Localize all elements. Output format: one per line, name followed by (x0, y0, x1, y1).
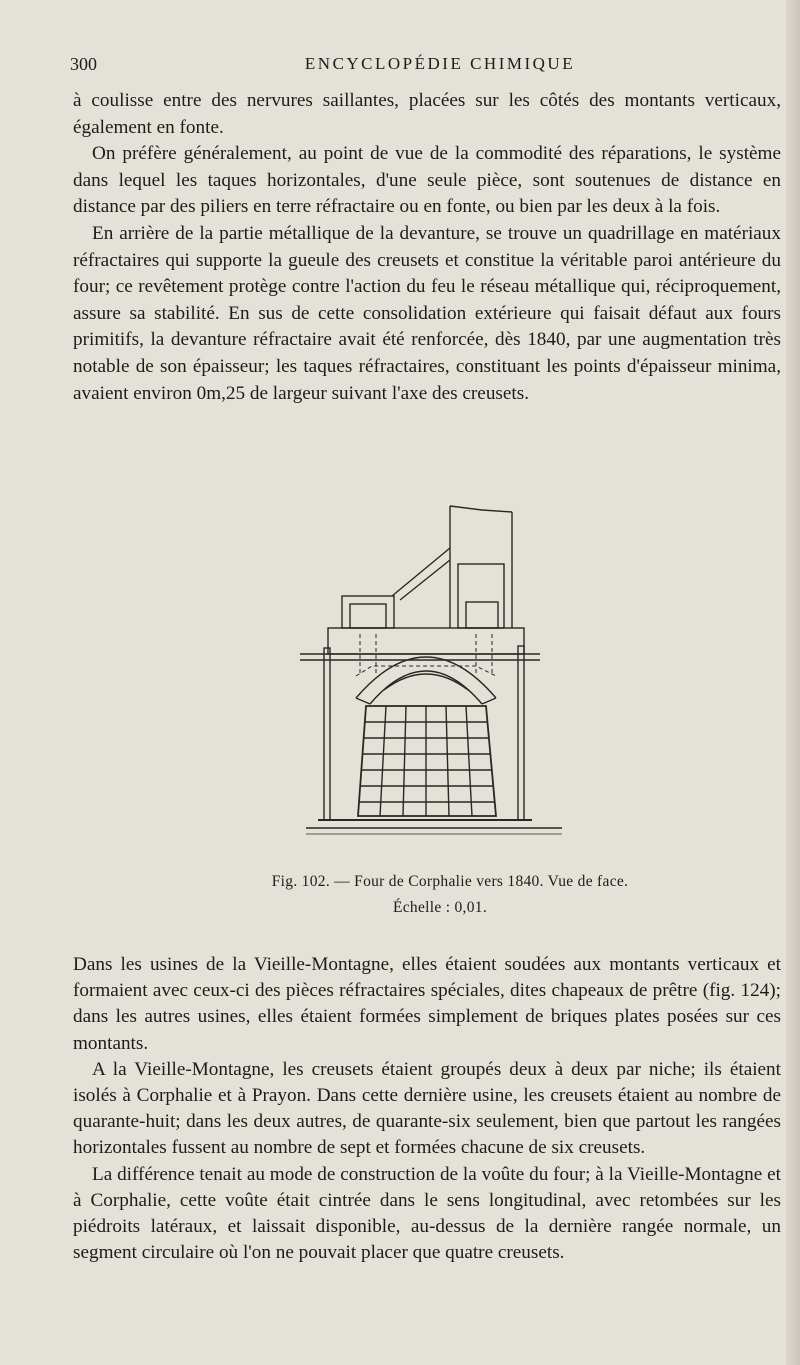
chimney (450, 506, 512, 628)
page-header (70, 50, 770, 78)
cornice-slab (328, 628, 524, 654)
paragraph: à coulisse entre des nervures saillantes, placées sur les côtés des montants verticaux, également en fonte. (73, 90, 781, 138)
body-text-bottom (73, 952, 781, 1266)
page-number: 300 (70, 54, 97, 74)
furnace-arch (356, 657, 496, 698)
left-post (324, 648, 330, 820)
flue (392, 548, 450, 600)
paragraph: A la Vieille-Montagne, les creusets étaient groupés deux à deux par niche; ils étaient isolés à Corphalie et à Prayon. Dans cette dernière usine, les creusets étaient au nombre de quarante-huit; dans les deux autres, de quarante-six seulement, bien que partout les rangées horizontales fussent au nombre de sept et formées chacune de six creusets. (73, 1058, 781, 1159)
furnace-figure (300, 498, 570, 844)
body-text-top (73, 88, 781, 407)
figure-caption: Fig. 102. — Four de Corphalie vers 1840. Vue de face. (271, 873, 629, 890)
figure-scale: Échelle : 0,01. (392, 899, 488, 916)
upper-right-box (458, 564, 504, 628)
crucible-grid (358, 706, 496, 816)
paragraph: En arrière de la partie métallique de la devanture, se trouve un quadrillage en matériaux réfractaires qui supporte la gueule des creusets et constitue la véritable paroi antérieure du four; ce revêtement protège contre l'action du feu le réseau métallique qui, réciproquement, assure sa stabilité. En sus de cette consolidation extérieure qui faisait défaut aux fours primitifs, la devanture réfractaire avait été renforcée, dès 1840, par une augmentation très notable de son épaisseur; les taques réfractaires, constituant les points d'épaisseur minima, avaient environ 0m,25 de largeur suivant l'axe des creusets. (73, 222, 781, 404)
furnace-drawing (300, 498, 570, 844)
paragraph: On préfère généralement, au point de vue de la commodité des réparations, le système dans lequel les taques horizontales, d'une seule pièce, sont soutenues de distance en distance par des piliers en terre réfractaire ou en fonte, ou bien par les deux à la fois. (73, 143, 781, 218)
paragraph: La différence tenait au mode de construction de la voûte du four; à la Vieille-Montagne et à Corphalie, cette voûte était cintrée dans le sens longitudinal, avec retombées sur les piédroits latéraux, et laissait disponible, au-dessus de la dernière rangée normale, un segment circulaire où l'on ne pouvait placer que quatre creusets. (73, 1163, 781, 1264)
right-post (518, 646, 524, 820)
running-title: ENCYCLOPÉDIE CHIMIQUE (304, 54, 576, 73)
page-edge (786, 0, 800, 1365)
paragraph: Dans les usines de la Vieille-Montagne, elles étaient soudées aux montants verticaux et formaient avec ceux-ci des pièces réfractaires spéciales, dites chapeaux de prêtre (fig. 124); dans les autres usines, elles étaient formées simplement de briques plates posées sur ces montants. (73, 954, 781, 1054)
